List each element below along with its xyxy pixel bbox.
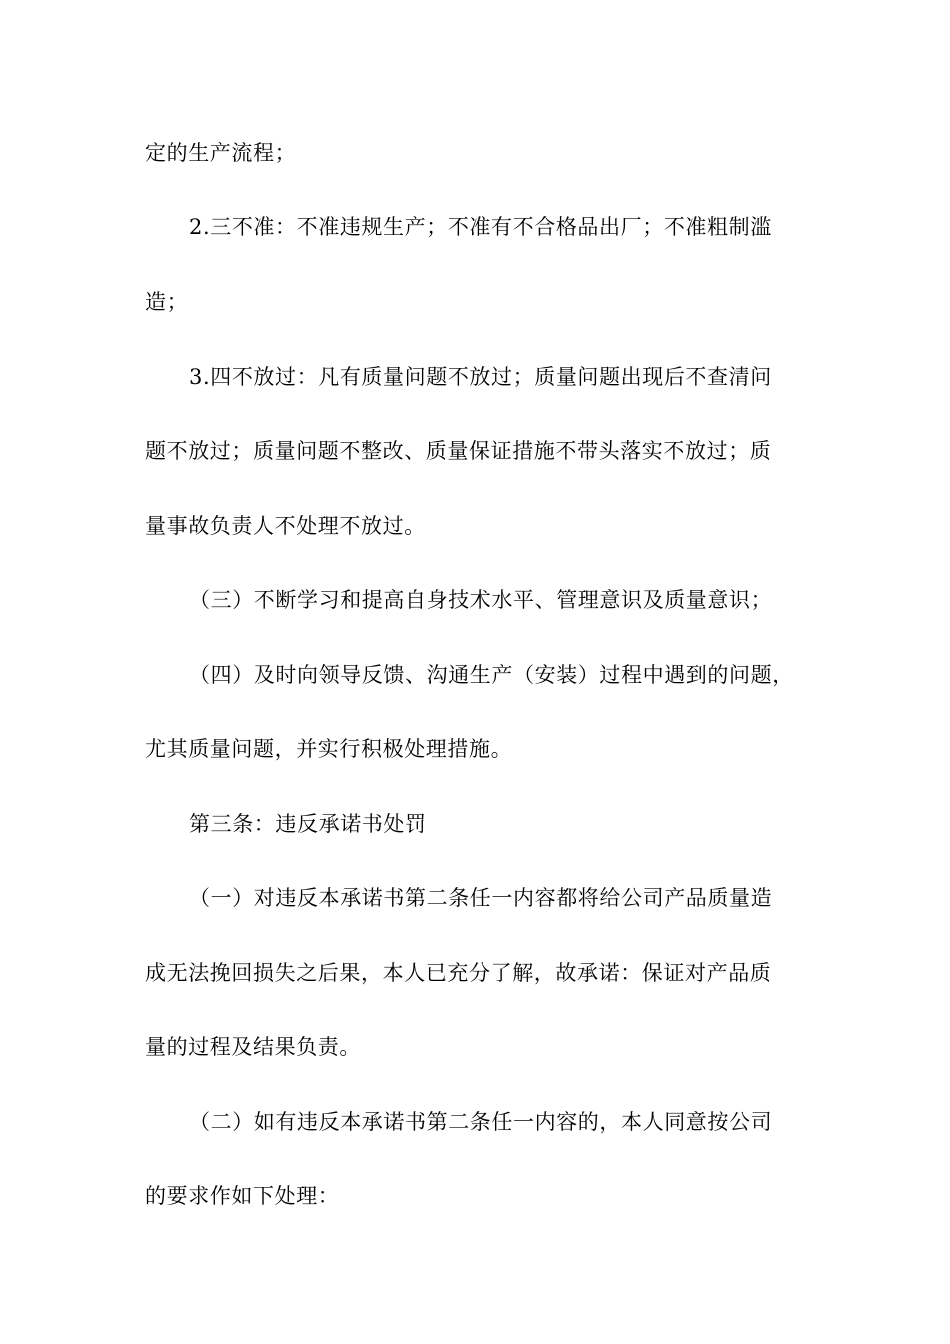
text-line: 定的生产流程； [145, 141, 297, 165]
text-line: （一）对违反本承诺书第二条任一内容都将给公司产品质量造 [189, 886, 773, 910]
text-line: （四）及时向领导反馈、沟通生产（安装）过程中遇到的问题， [189, 663, 794, 687]
section-heading: 第三条：违反承诺书处罚 [189, 812, 427, 836]
text-line: 2.三不准：不准违规生产；不准有不合格品出厂；不准粗制滥 [189, 215, 772, 239]
text-line: 的要求作如下处理： [145, 1184, 340, 1208]
text-line: 3.四不放过：凡有质量问题不放过；质量问题出现后不查清问 [189, 365, 772, 389]
text-line: 量的过程及结果负责。 [145, 1035, 361, 1059]
text-line: （三）不断学习和提高自身技术水平、管理意识及质量意识； [189, 588, 773, 612]
text-line: 成无法挽回损失之后果，本人已充分了解，故承诺：保证对产品质 [145, 961, 772, 985]
text-line: （二）如有违反本承诺书第二条任一内容的，本人同意按公司 [189, 1110, 773, 1134]
text-line: 题不放过；质量问题不整改、质量保证措施不带头落实不放过；质 [145, 439, 772, 463]
text-line: 量事故负责人不处理不放过。 [145, 514, 426, 538]
text-line: 造； [145, 290, 189, 314]
text-line: 尤其质量问题，并实行积极处理措施。 [145, 737, 513, 761]
